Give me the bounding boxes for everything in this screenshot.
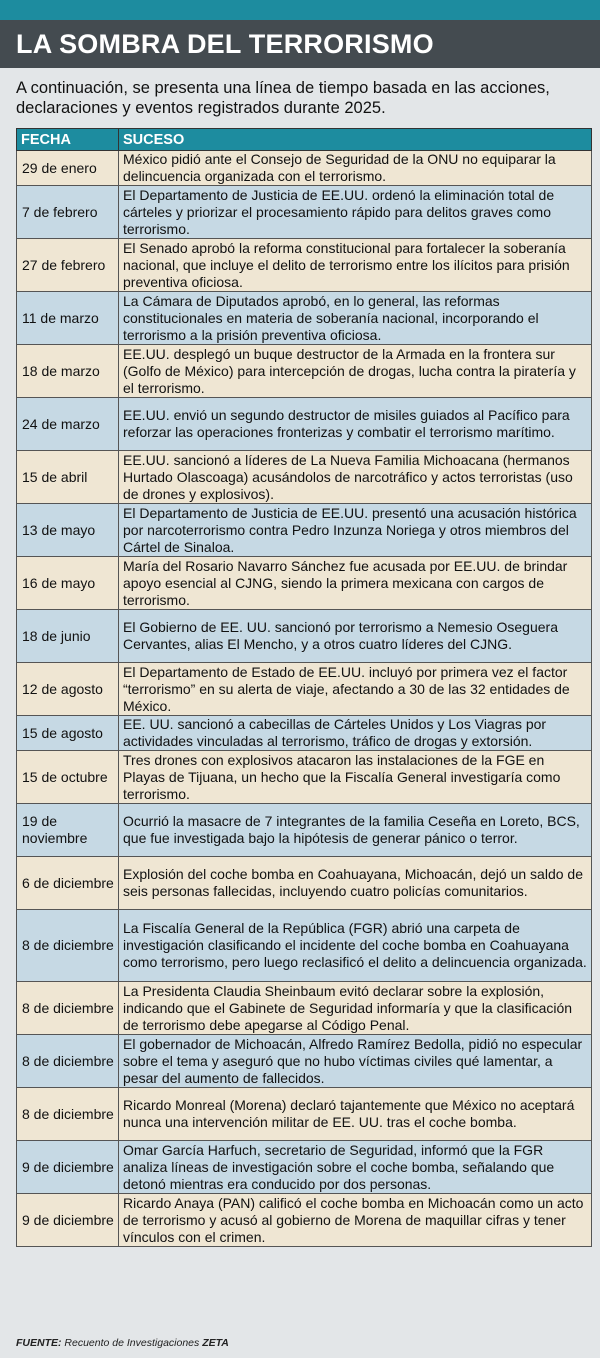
- event-description: EE.UU. sancionó a líderes de La Nueva Familia Michoacana (hermanos Hurtado Olascoaga) acusándolos de narcotráfico y actos terroristas (uso de drones y explosivos).: [119, 451, 592, 504]
- page-title-bar: [0, 20, 600, 68]
- table-row: [17, 663, 592, 716]
- table-row: [17, 910, 592, 982]
- table-row: [17, 186, 592, 239]
- event-date: 24 de marzo: [17, 398, 119, 451]
- table-row: [17, 398, 592, 451]
- event-description: México pidió ante el Consejo de Seguridad de la ONU no equiparar la delincuencia organizada con el terrorismo.: [119, 151, 592, 186]
- event-date: 18 de marzo: [17, 345, 119, 398]
- source-text: Recuento de Investigaciones: [64, 1337, 200, 1349]
- event-description: Explosión del coche bomba en Coahuayana, Michoacán, dejó un saldo de seis personas fallecidas, incluyendo cuatro policías comunitarios.: [119, 857, 592, 910]
- event-description: La Presidenta Claudia Sheinbaum evitó declarar sobre la explosión, indicando que el Gabinete de Seguridad informaría y que la clasificación de terrorismo debe apegarse al Código Penal.: [119, 982, 592, 1035]
- event-date: 11 de marzo: [17, 292, 119, 345]
- event-date: 6 de diciembre: [17, 857, 119, 910]
- table-row: [17, 857, 592, 910]
- table-row: [17, 751, 592, 804]
- timeline-table: [16, 128, 592, 1247]
- table-row: [17, 451, 592, 504]
- event-description: El Gobierno de EE. UU. sancionó por terrorismo a Nemesio Oseguera Cervantes, alias El Mencho, y a otros cuatro líderes del CJNG.: [119, 610, 592, 663]
- event-description: El Departamento de Justicia de EE.UU. presentó una acusación histórica por narcoterrorismo contra Pedro Inzunza Noriega y otros miembros del Cártel de Sinaloa.: [119, 504, 592, 557]
- source-brand: ZETA: [202, 1337, 229, 1349]
- event-date: 19 de noviembre: [17, 804, 119, 857]
- table-row: [17, 804, 592, 857]
- source-footer: [16, 1337, 229, 1349]
- event-description: María del Rosario Navarro Sánchez fue acusada por EE.UU. de brindar apoyo esencial al CJNG, siendo la primera mexicana con cargos de terrorismo.: [119, 557, 592, 610]
- event-description: Tres drones con explosivos atacaron las instalaciones de la FGE en Playas de Tijuana, un hecho que la Fiscalía General investigaría como terrorismo.: [119, 751, 592, 804]
- column-header-event: SUCESO: [119, 129, 592, 151]
- event-description: EE.UU. desplegó un buque destructor de la Armada en la frontera sur (Golfo de México) para intercepción de drogas, lucha contra la piratería y el terrorismo.: [119, 345, 592, 398]
- table-header-row: [17, 129, 592, 151]
- event-description: El Senado aprobó la reforma constitucional para fortalecer la soberanía nacional, que incluye el delito de terrorismo entre los ilícitos para prisión preventiva oficiosa.: [119, 239, 592, 292]
- event-date: 13 de mayo: [17, 504, 119, 557]
- event-date: 8 de diciembre: [17, 1088, 119, 1141]
- table-row: [17, 345, 592, 398]
- source-label: FUENTE:: [16, 1337, 62, 1349]
- column-header-date: FECHA: [17, 129, 119, 151]
- event-description: Ocurrió la masacre de 7 integrantes de la familia Ceseña en Loreto, BCS, que fue investigada bajo la hipótesis de generar pánico o terror.: [119, 804, 592, 857]
- event-date: 12 de agosto: [17, 663, 119, 716]
- event-date: 15 de octubre: [17, 751, 119, 804]
- event-description: Ricardo Monreal (Morena) declaró tajantemente que México no aceptará nunca una intervención militar de EE. UU. tras el coche bomba.: [119, 1088, 592, 1141]
- event-date: 15 de agosto: [17, 716, 119, 751]
- table-row: [17, 239, 592, 292]
- event-date: 8 de diciembre: [17, 982, 119, 1035]
- event-description: El Departamento de Justicia de EE.UU. ordenó la eliminación total de cárteles y priorizar el procesamiento rápido para delitos graves como terrorismo.: [119, 186, 592, 239]
- timeline-body: [17, 151, 592, 1247]
- table-row: [17, 151, 592, 186]
- event-description: El gobernador de Michoacán, Alfredo Ramírez Bedolla, pidió no especular sobre el tema y aseguró que no hubo víctimas civiles qué lamentar, a pesar del aumento de fallecidos.: [119, 1035, 592, 1088]
- event-description: Omar García Harfuch, secretario de Seguridad, informó que la FGR analiza líneas de investigación sobre el coche bomba, señalando que detonó mientras era conducido por dos personas.: [119, 1141, 592, 1194]
- event-description: La Cámara de Diputados aprobó, en lo general, las reformas constitucionales en materia de soberanía nacional, incorporando el terrorismo a la prisión preventiva oficiosa.: [119, 292, 592, 345]
- event-date: 29 de enero: [17, 151, 119, 186]
- event-date: 8 de diciembre: [17, 910, 119, 982]
- table-row: [17, 557, 592, 610]
- table-row: [17, 1141, 592, 1194]
- event-description: EE. UU. sancionó a cabecillas de Cárteles Unidos y Los Viagras por actividades vinculadas al terrorismo, tráfico de drogas y extorsión.: [119, 716, 592, 751]
- table-row: [17, 1194, 592, 1247]
- event-description: El Departamento de Estado de EE.UU. incluyó por primera vez el factor “terrorismo” en su alerta de viaje, afectando a 30 de las 32 entidades de México.: [119, 663, 592, 716]
- table-row: [17, 1035, 592, 1088]
- intro-text: A continuación, se presenta una línea de tiempo basada en las acciones, declaraciones y eventos registrados durante 2025.: [16, 79, 550, 117]
- event-date: 16 de mayo: [17, 557, 119, 610]
- event-description: La Fiscalía General de la República (FGR) abrió una carpeta de investigación clasificando el incidente del coche bomba en Coahuayana como terrorismo, pero luego reclasificó el delito a delincuencia organizada.: [119, 910, 592, 982]
- event-date: 15 de abril: [17, 451, 119, 504]
- event-date: 18 de junio: [17, 610, 119, 663]
- event-description: EE.UU. envió un segundo destructor de misiles guiados al Pacífico para reforzar las operaciones fronterizas y combatir el terrorismo marítimo.: [119, 398, 592, 451]
- table-row: [17, 504, 592, 557]
- event-description: Ricardo Anaya (PAN) calificó el coche bomba en Michoacán como un acto de terrorismo y acusó al gobierno de Morena de maquillar cifras y tener vínculos con el crimen.: [119, 1194, 592, 1247]
- event-date: 7 de febrero: [17, 186, 119, 239]
- page-title: LA SOMBRA DEL TERRORISMO: [16, 28, 434, 59]
- table-row: [17, 1088, 592, 1141]
- top-accent-bar: [0, 0, 600, 20]
- table-row: [17, 716, 592, 751]
- table-row: [17, 982, 592, 1035]
- table-row: [17, 610, 592, 663]
- event-date: 8 de diciembre: [17, 1035, 119, 1088]
- event-date: 27 de febrero: [17, 239, 119, 292]
- table-row: [17, 292, 592, 345]
- event-date: 9 de diciembre: [17, 1194, 119, 1247]
- event-date: 9 de diciembre: [17, 1141, 119, 1194]
